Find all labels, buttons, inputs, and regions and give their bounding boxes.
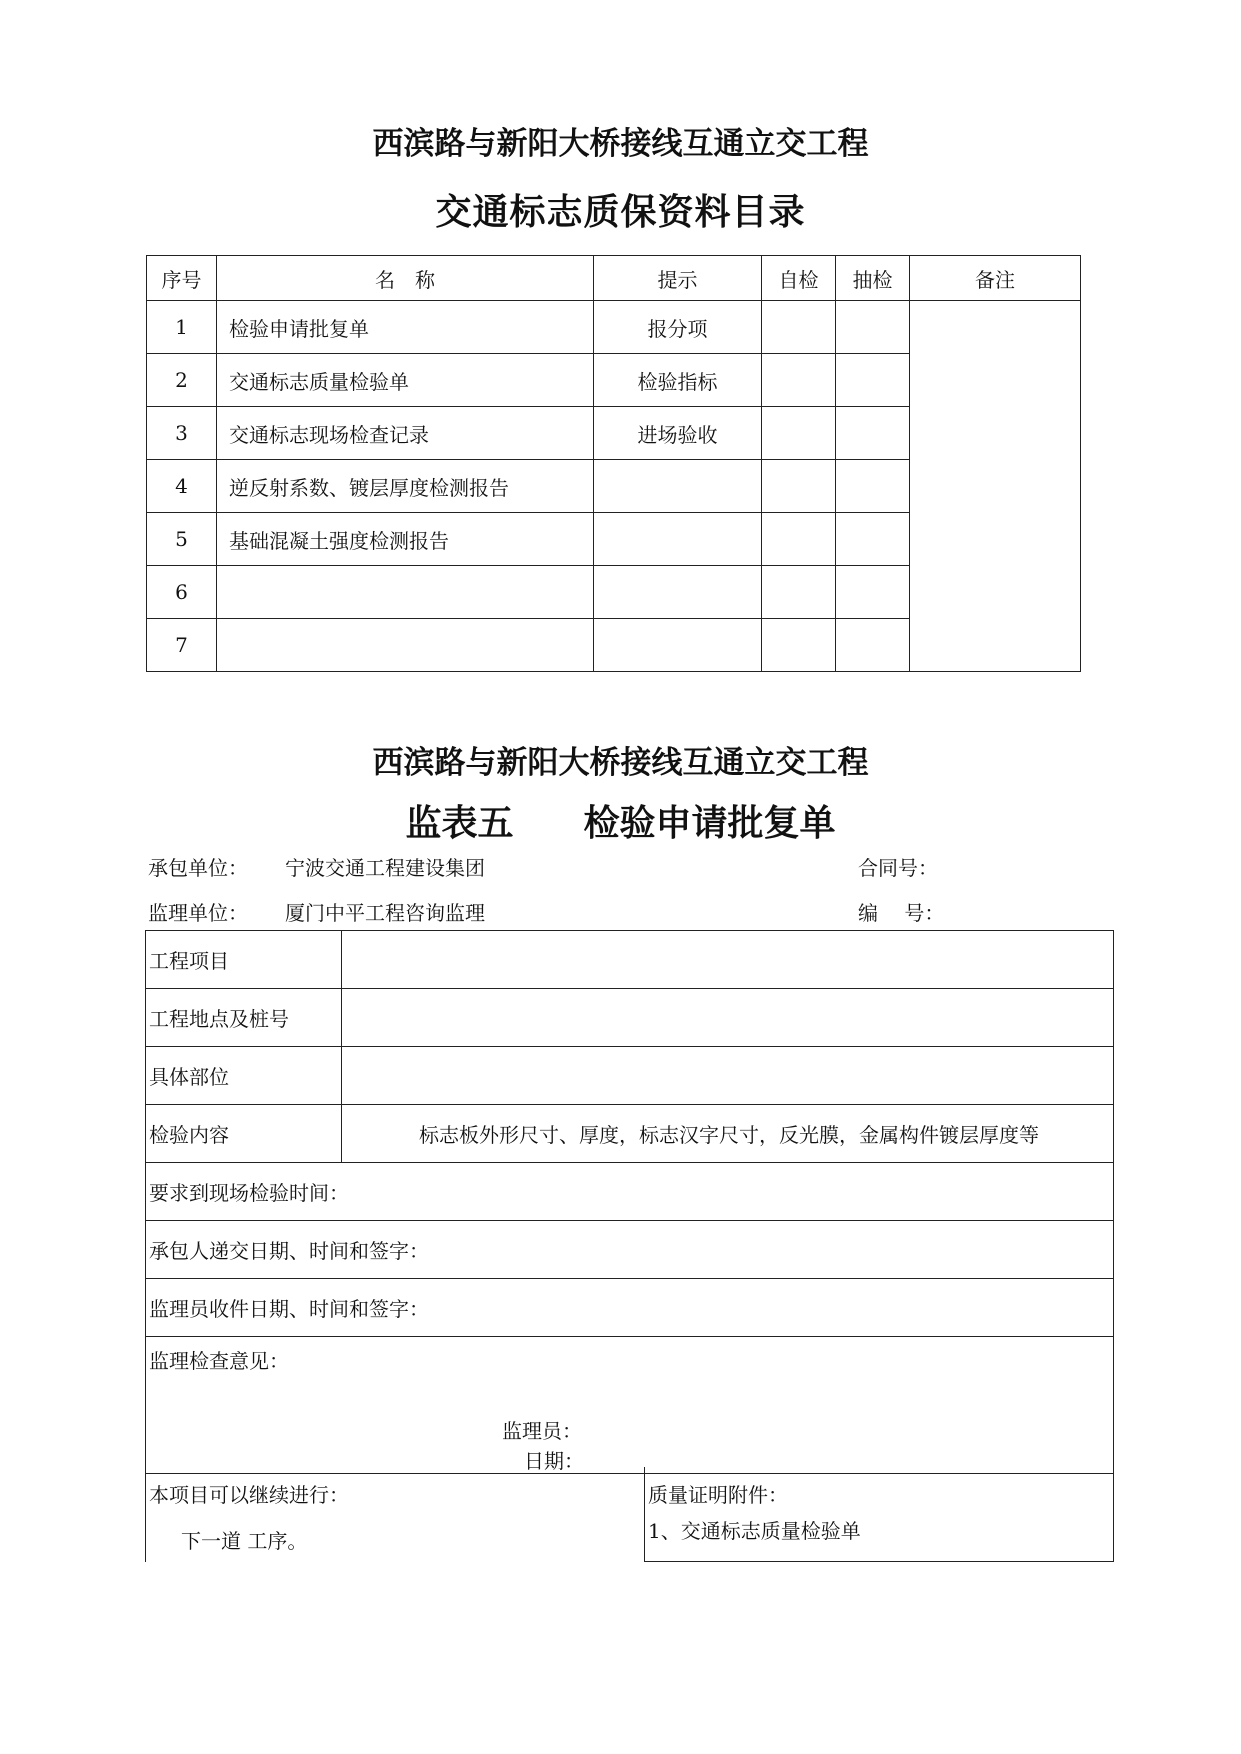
row-name: 基础混凝土强度检测报告 <box>217 513 594 566</box>
form-title <box>0 795 1241 846</box>
header-spot-check: 抽检 <box>836 256 910 301</box>
form-row <box>146 1337 1114 1474</box>
row-self-check <box>762 354 836 407</box>
row-name <box>217 619 594 672</box>
field-label: 具体部位 <box>146 1047 342 1105</box>
row-spot-check <box>836 407 910 460</box>
catalog-header-row <box>147 256 1081 301</box>
field-value <box>342 989 1114 1047</box>
field-value <box>342 1047 1114 1105</box>
supervisor-receipt: 监理员收件日期、时间和签字： <box>146 1279 1114 1337</box>
row-self-check <box>762 513 836 566</box>
attachments-section <box>644 1467 1114 1562</box>
row-no: 6 <box>147 566 217 619</box>
form-name: 检验申请批复单 <box>583 802 836 844</box>
row-self-check <box>762 407 836 460</box>
row-hint: 进场验收 <box>594 407 762 460</box>
row-name: 检验申请批复单 <box>217 301 594 354</box>
form-number: 监表五 <box>405 802 514 844</box>
row-no: 7 <box>147 619 217 672</box>
supervision-opinion <box>146 1337 1114 1474</box>
continue-section <box>145 1467 646 1562</box>
row-spot-check <box>836 354 910 407</box>
row-no: 2 <box>147 354 217 407</box>
row-name <box>217 566 594 619</box>
contractor-value: 宁波交通工程建设集团 <box>285 856 485 880</box>
remarks-cell <box>910 301 1081 672</box>
form-row <box>146 1221 1114 1279</box>
row-spot-check <box>836 513 910 566</box>
date-label: 日期： <box>524 1449 584 1473</box>
row-no: 3 <box>147 407 217 460</box>
catalog-table <box>146 255 1081 672</box>
field-label: 检验内容 <box>146 1105 342 1163</box>
form-row <box>146 989 1114 1047</box>
continue-label: 本项目可以继续进行： <box>149 1483 349 1507</box>
row-hint: 检验指标 <box>594 354 762 407</box>
header-hint: 提示 <box>594 256 762 301</box>
next-step: 下一道 工序。 <box>181 1529 308 1553</box>
header-name: 名 称 <box>217 256 594 301</box>
contractor-label: 承包单位： <box>148 856 248 880</box>
row-self-check <box>762 566 836 619</box>
row-hint <box>594 566 762 619</box>
attachments-label: 质量证明附件： <box>648 1483 788 1507</box>
contract-no-label: 合同号： <box>858 856 938 880</box>
field-value: 标志板外形尺寸、厚度，标志汉字尺寸，反光膜，金属构件镀层厚度等 <box>342 1105 1114 1163</box>
row-name: 逆反射系数、镀层厚度检测报告 <box>217 460 594 513</box>
table-row <box>147 301 1081 354</box>
form-row <box>146 1105 1114 1163</box>
row-self-check <box>762 301 836 354</box>
header-self-check: 自检 <box>762 256 836 301</box>
row-hint <box>594 460 762 513</box>
attachment-item: 1、交通标志质量检验单 <box>648 1519 861 1543</box>
row-hint: 报分项 <box>594 301 762 354</box>
catalog-title: 交通标志质保资料目录 <box>435 191 806 233</box>
serial-label: 编 号： <box>858 901 945 925</box>
row-spot-check <box>836 301 910 354</box>
row-name: 交通标志现场检查记录 <box>217 407 594 460</box>
form-row <box>146 1279 1114 1337</box>
row-no: 5 <box>147 513 217 566</box>
row-self-check <box>762 619 836 672</box>
row-hint <box>594 619 762 672</box>
row-spot-check <box>836 566 910 619</box>
form-row <box>146 931 1114 989</box>
field-value <box>342 931 1114 989</box>
field-label: 工程地点及桩号 <box>146 989 342 1047</box>
project-title-1: 西滨路与新阳大桥接线互通立交工程 <box>372 126 869 162</box>
row-name: 交通标志质量检验单 <box>217 354 594 407</box>
site-inspection-time: 要求到现场检验时间： <box>146 1163 1114 1221</box>
field-label: 工程项目 <box>146 931 342 989</box>
supervisor-label: 监理单位： <box>148 901 248 925</box>
supervisor-value: 厦门中平工程咨询监理 <box>285 901 485 925</box>
row-hint <box>594 513 762 566</box>
row-spot-check <box>836 619 910 672</box>
inspection-form-table <box>145 930 1114 1474</box>
project-title-2: 西滨路与新阳大桥接线互通立交工程 <box>372 745 869 781</box>
form-row <box>146 1047 1114 1105</box>
form-row <box>146 1163 1114 1221</box>
inspector-label: 监理员： <box>502 1419 582 1443</box>
contractor-submission: 承包人递交日期、时间和签字： <box>146 1221 1114 1279</box>
row-spot-check <box>836 460 910 513</box>
header-no: 序号 <box>147 256 217 301</box>
opinion-label: 监理检查意见： <box>149 1349 289 1373</box>
header-remarks: 备注 <box>910 256 1081 301</box>
row-self-check <box>762 460 836 513</box>
row-no: 4 <box>147 460 217 513</box>
row-no: 1 <box>147 301 217 354</box>
